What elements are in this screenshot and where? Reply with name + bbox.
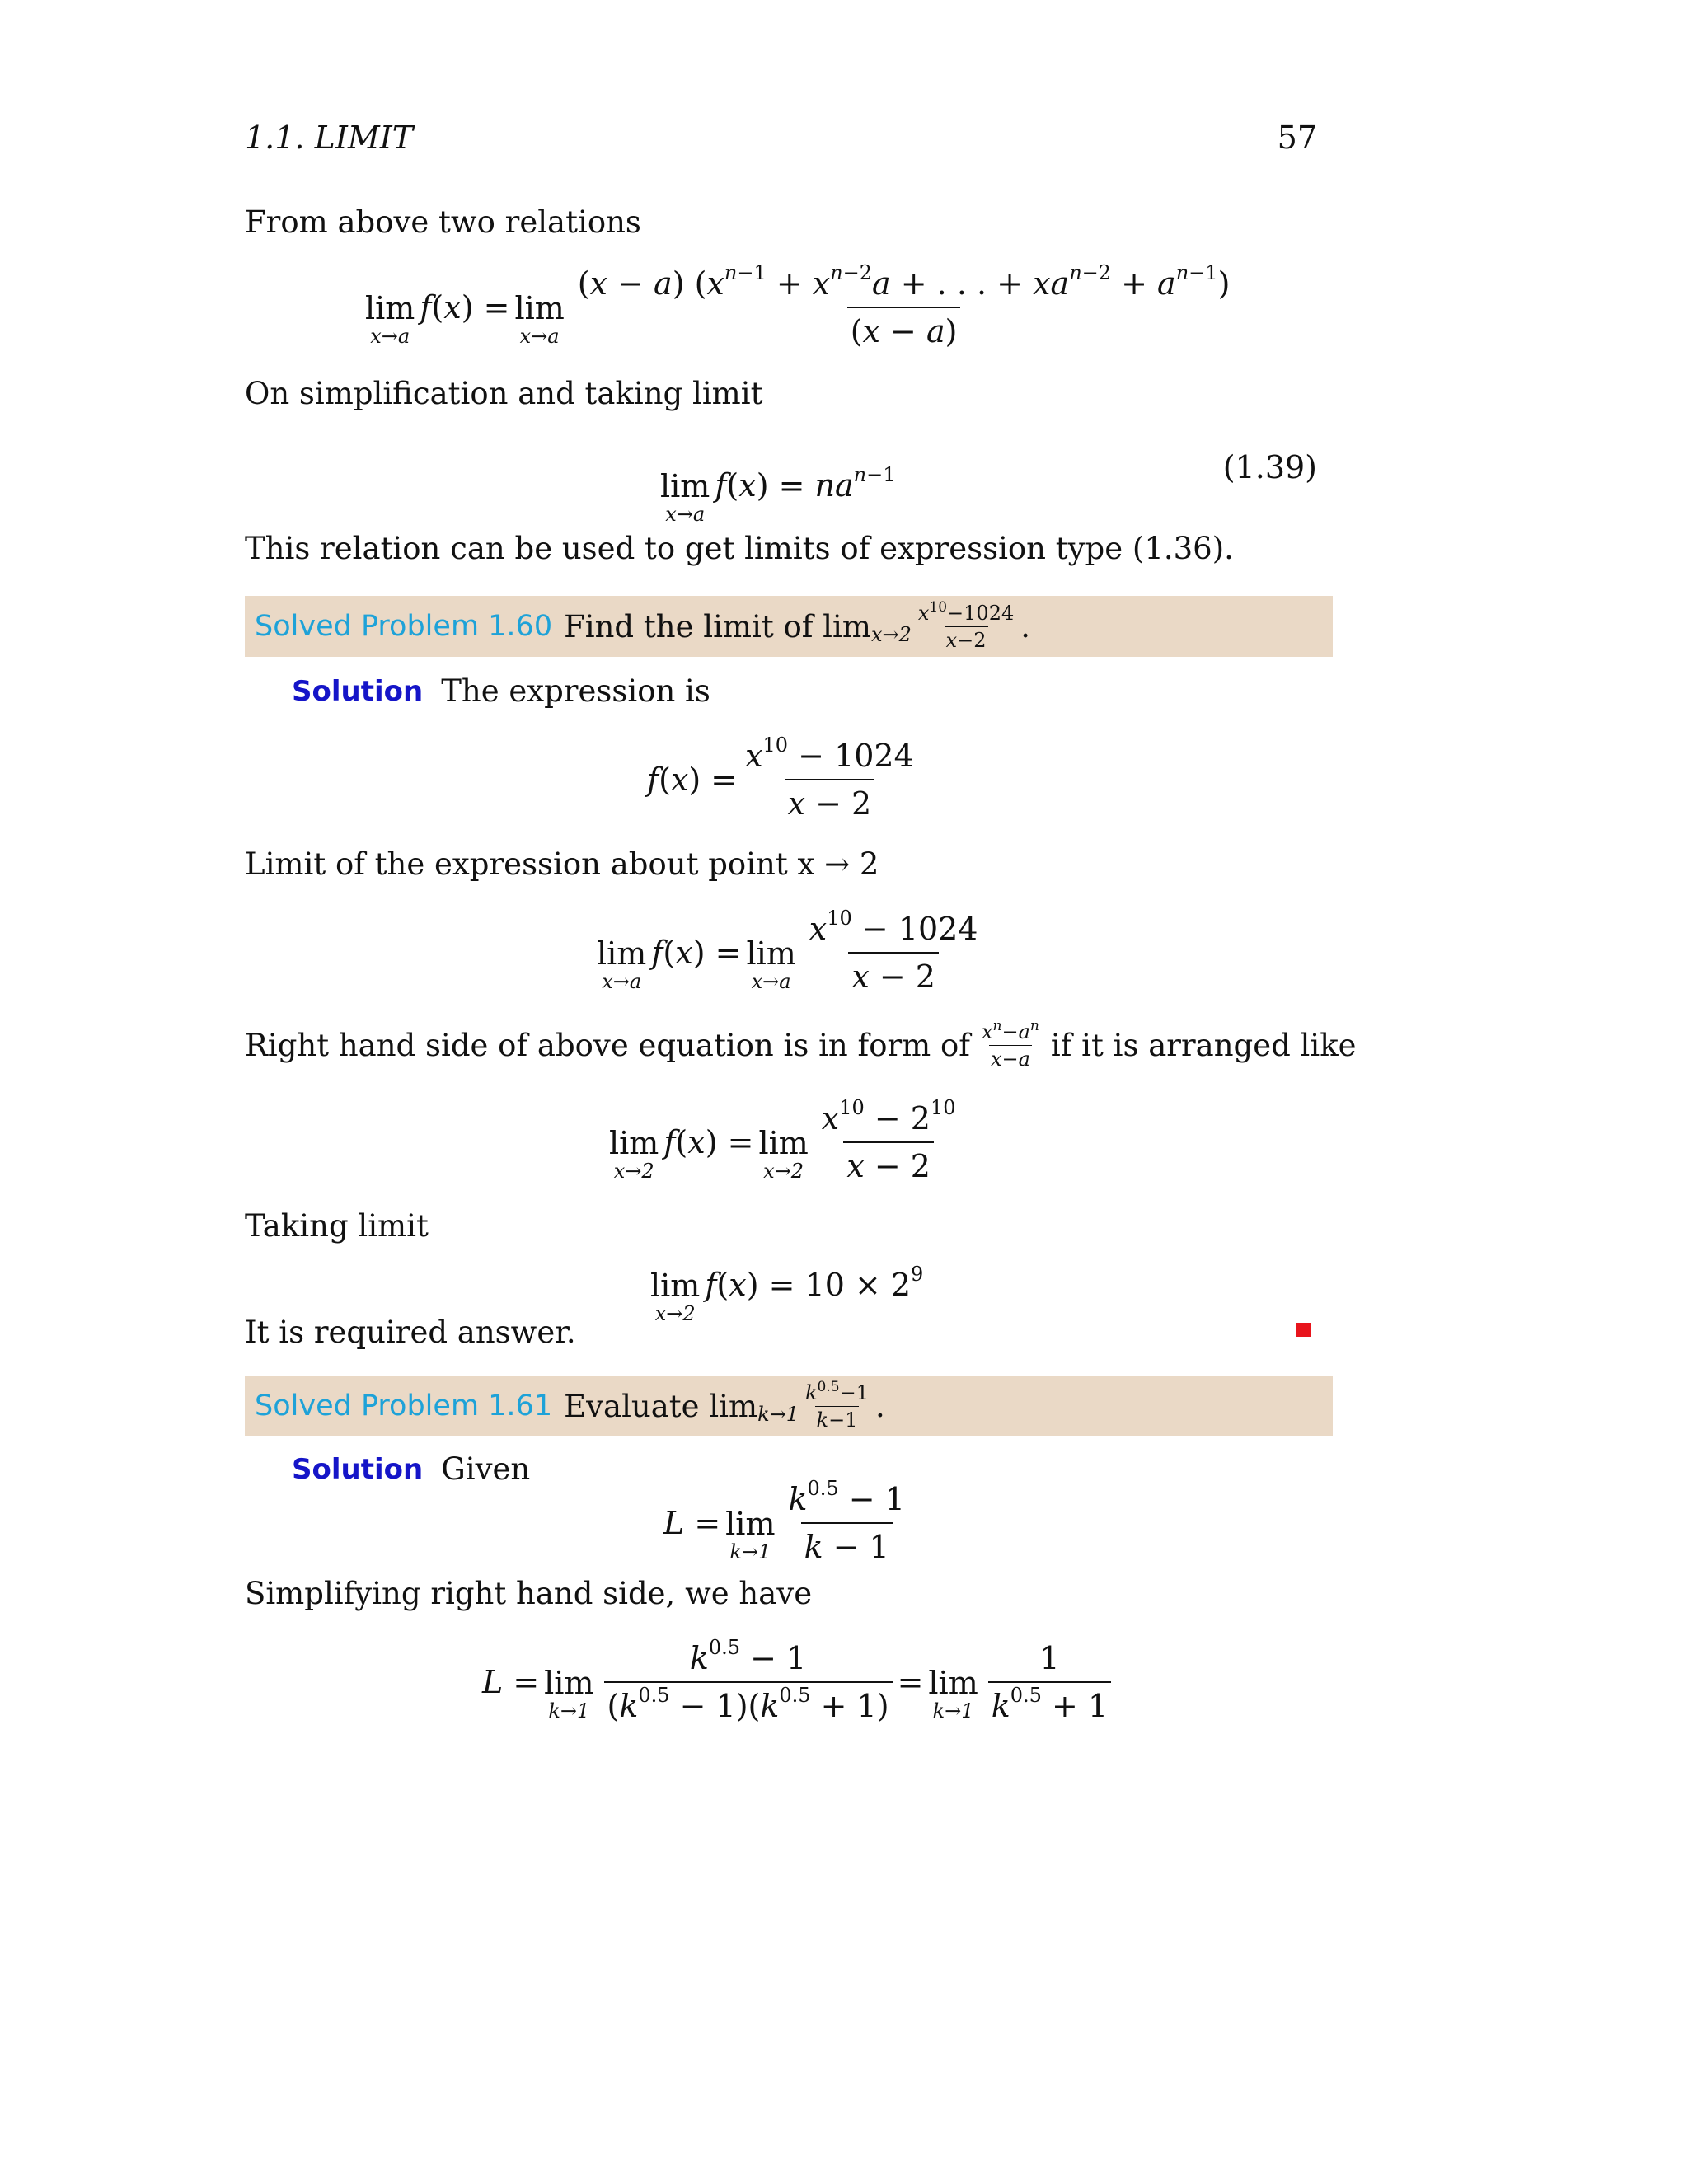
- paragraph-right-hand-side: Right hand side of above equation is in form of $\frac{x^n-a^n}{x-a}$ if it is arranged like: [245, 1018, 1357, 1071]
- equation-L-definition: L = lim k→1 $\frac{k^{0.5} - 1}{k - 1}$: [663, 1477, 905, 1565]
- paragraph-limit-about-point: Limit of the expression about point x → 2: [245, 846, 879, 882]
- solution-1-61-intro: [292, 1451, 530, 1487]
- solution-1-60-intro: [292, 673, 710, 709]
- problem-box-1-60: Solved Problem 1.60 Find the limit of lim x→2 $\frac{x^{10}-1024}{x-2}$ .: [245, 596, 1333, 657]
- equation-factorized-limit: lim x→a f(x) = lim x→a $\frac{(x - a) (x^{n-1} + x^{n-2}a + . . . + xa^{n-2} + a^{n-1})}{(x - a)}$: [365, 261, 1231, 349]
- problem-label: Solved Problem 1.61: [255, 1390, 553, 1422]
- equation-limit-fx: lim x→a f(x) = lim x→a $\frac{x^{10} - 1024}{x - 2}$: [597, 907, 978, 995]
- paragraph-taking-limit: Taking limit: [245, 1208, 429, 1244]
- solution-label: Solution: [292, 674, 424, 708]
- equation-answer: lim x→2 $f(x) = 10 \times 2^9$: [650, 1263, 924, 1325]
- paragraph-simplifying: Simplifying right hand side, we have: [245, 1576, 813, 1611]
- equation-limit-power-form: lim x→2 f(x) = lim x→2 $\frac{x^{10} - 2^{10}}{x - 2}$: [609, 1096, 956, 1184]
- problem-label: Solved Problem 1.60: [255, 610, 553, 643]
- paragraph-required-answer: It is required answer.: [245, 1315, 576, 1350]
- solution-text: The expression is: [441, 673, 710, 709]
- equation-L-simplified: L = lim k→1 $\frac{k^{0.5} - 1}{(k^{0.5} - 1)(k^{0.5} + 1)}$ = lim k→1 $\frac{1}{k^{0.5} + 1}$: [482, 1640, 1116, 1724]
- qed-square-icon: [1296, 1323, 1311, 1337]
- solution-text: Given: [441, 1451, 531, 1487]
- equation-number: (1.39): [1222, 449, 1317, 485]
- paragraph-from-above: From above two relations: [245, 204, 641, 240]
- paragraph-this-relation: This relation can be used to get limits of expression type (1.36).: [245, 531, 1234, 566]
- paragraph-on-simplification: On simplification and taking limit: [245, 376, 763, 411]
- solution-label: Solution: [292, 1452, 424, 1486]
- equation-1-39: lim x→a $f(x) = na^{n-1}$: [660, 463, 896, 526]
- problem-text: Find the limit of lim: [564, 608, 871, 644]
- running-header-section: 1.1. LIMIT: [245, 120, 414, 156]
- problem-text: Evaluate lim: [564, 1388, 758, 1424]
- equation-fx-definition: f(x) = $\frac{x^{10} - 1024}{x - 2}$: [647, 733, 914, 822]
- page-number: 57: [1277, 120, 1317, 156]
- problem-box-1-61: Solved Problem 1.61 Evaluate lim k→1 $\frac{k^{0.5}-1}{k-1}$ .: [245, 1376, 1333, 1436]
